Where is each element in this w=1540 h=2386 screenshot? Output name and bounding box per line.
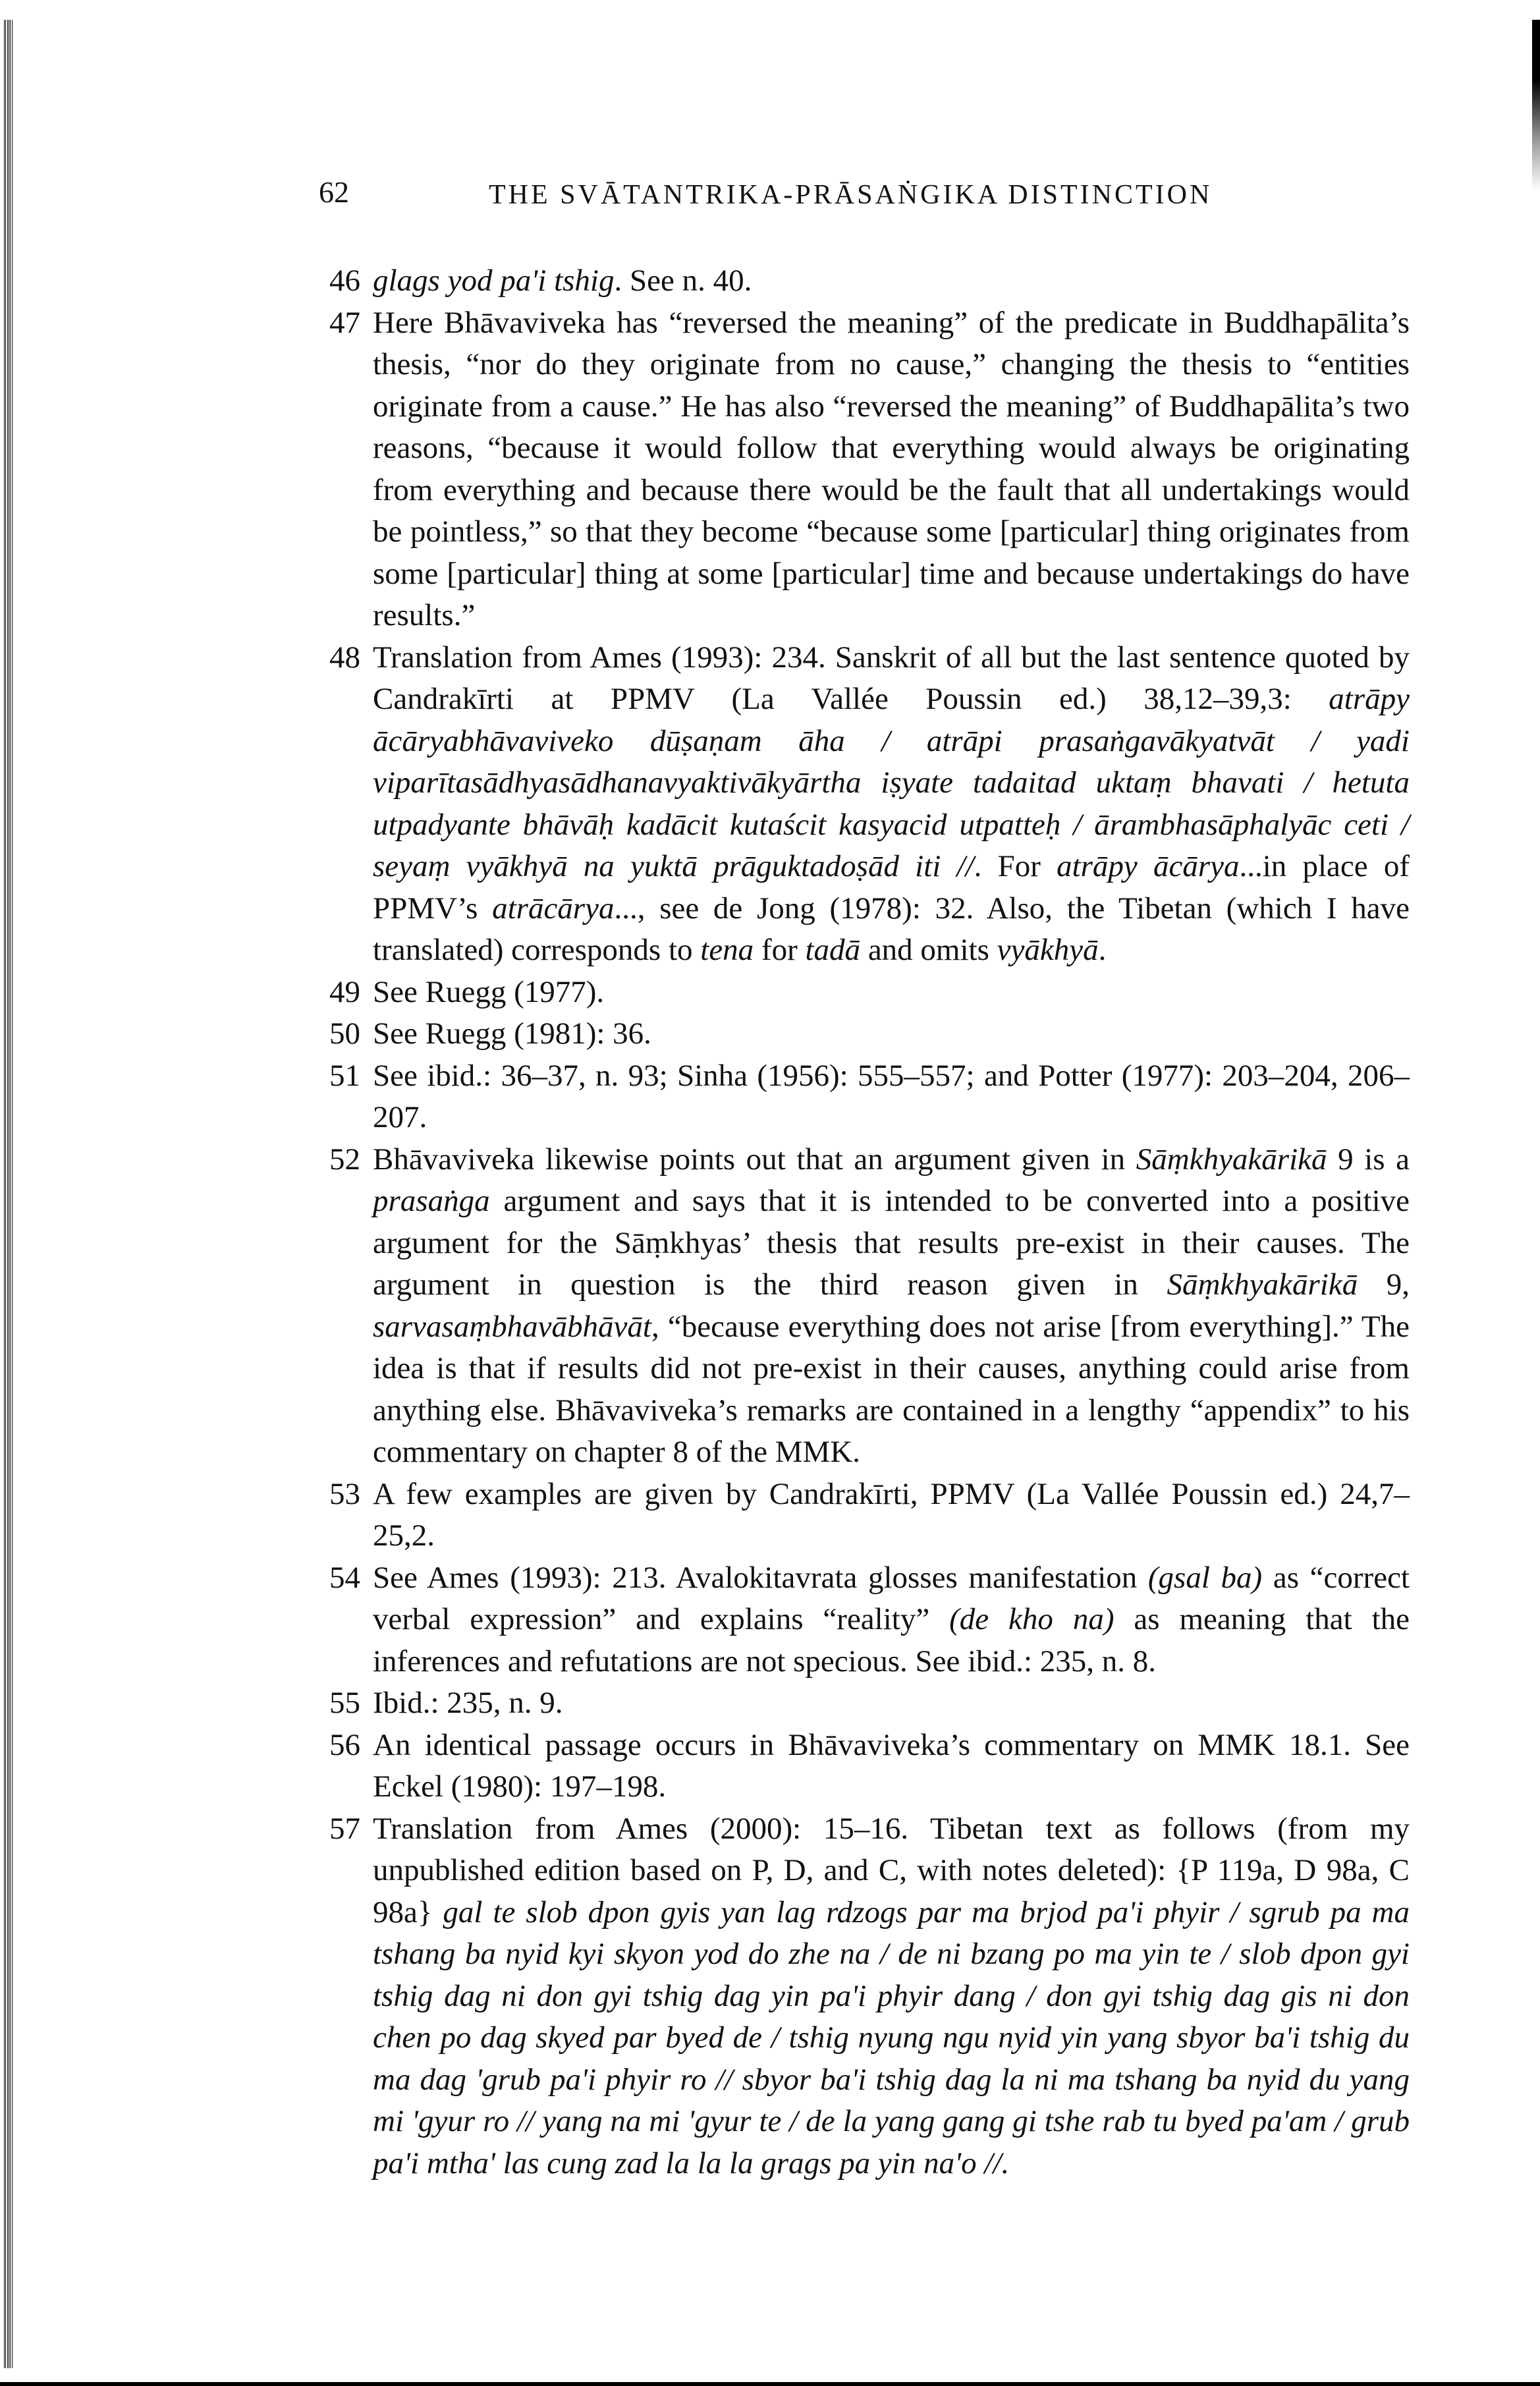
text-segment: Here Bhāvaviveka has “reversed the meaning” of the predicate in Buddhapālita’s thesis, “nor do they originate from no cause,” changing the thesis to “entities originate from a cause.” He has also “reversed the meaning” of Buddhapālita’s two reasons, “because it would follow that everything would always be originating from everything and because there would be the fault that all undertakings would be pointless,” so that they become “because some [particular] thing originates from some [particular] thing at some [particular] time and because undertakings do have results.” bbox=[373, 305, 1410, 632]
running-head bbox=[319, 173, 1307, 212]
text-segment: as “correct verbal expression” and explains “reality” bbox=[373, 1560, 1410, 1636]
endnote bbox=[329, 260, 1410, 302]
endnote bbox=[329, 1474, 1410, 1557]
text-segment: 9 is a bbox=[1327, 1142, 1410, 1177]
italic-segment: sarvasaṃbhavābhāvāt bbox=[373, 1309, 651, 1344]
endnote-text bbox=[373, 1016, 651, 1051]
text-segment: Translation from Ames (1993): 234. Sanskrit of all but the last sentence quoted by Candrakīrti at PPMV (La Vallée Poussin ed.) 38,12–39,3: bbox=[373, 640, 1410, 716]
text-segment: Translation from Ames (2000): 15–16. Tibetan text as follows (from my unpublished edition based on P, D, and C, with notes deleted): {P 119a, D 98a, C 98a} bbox=[373, 1811, 1410, 1929]
endnote-number: 54 bbox=[329, 1560, 360, 1595]
endnote bbox=[329, 1725, 1410, 1808]
text-segment: See ibid.: 36–37, n. 93; Sinha (1956): 555–557; and Potter (1977): 203–204, 206–207. bbox=[373, 1058, 1410, 1134]
endnote-number: 50 bbox=[329, 1016, 360, 1051]
text-segment: . For bbox=[974, 849, 1057, 883]
endnote-number: 52 bbox=[329, 1142, 360, 1177]
italic-segment: Sāṃkhyakārikā bbox=[1167, 1267, 1358, 1302]
endnote-number: 48 bbox=[329, 640, 360, 675]
endnote-text bbox=[373, 1561, 1410, 1679]
scan-bottom-border bbox=[0, 2382, 1540, 2386]
endnote-text bbox=[373, 264, 752, 298]
endnote-number: 56 bbox=[329, 1727, 360, 1762]
text-segment: See Ruegg (1977). bbox=[373, 974, 605, 1009]
italic-segment: tena bbox=[700, 933, 754, 967]
endnote bbox=[329, 1808, 1410, 2185]
endnote-text bbox=[373, 1686, 563, 1720]
endnotes-list bbox=[329, 260, 1410, 2184]
endnote-number: 46 bbox=[329, 264, 360, 298]
endnote-number: 51 bbox=[329, 1058, 360, 1093]
italic-segment: glags yod pa'i tshig bbox=[373, 264, 615, 298]
italic-segment: vyākhyā bbox=[997, 933, 1099, 967]
text-segment: 9, bbox=[1358, 1267, 1410, 1302]
italic-segment: (gsal ba) bbox=[1147, 1560, 1263, 1595]
endnote bbox=[329, 637, 1410, 972]
endnote-number: 47 bbox=[329, 305, 360, 340]
italic-segment: tadā bbox=[805, 933, 861, 967]
italic-segment: prasaṅga bbox=[373, 1184, 490, 1218]
text-segment: Bhāvaviveka likewise points out that an argument given in bbox=[373, 1142, 1136, 1177]
endnote bbox=[329, 1139, 1410, 1474]
endnote-text bbox=[373, 975, 604, 1009]
text-segment: for bbox=[754, 933, 806, 967]
running-title: THE SVĀTANTRIKA-PRĀSAṄGIKA DISTINCTION bbox=[489, 180, 1213, 210]
italic-segment: atrāpy ācāryabhāvaviveko dūṣaṇam āha / atrāpi prasaṅgavākyatvāt / yadi viparītasādhyasādhanavyaktivākyārtha iṣyate tadaitad uktaṃ bhavati / hetuta utpadyante bhāvāḥ kadācit kutaścit kasyacid utpatteḥ / ārambhasāphalyāc ceti / seyaṃ vyākhyā na yuktā prāguktadoṣād iti // bbox=[373, 682, 1410, 883]
text-segment: Ibid.: 235, n. 9. bbox=[373, 1686, 563, 1720]
endnote-text bbox=[373, 1812, 1410, 2180]
endnote bbox=[329, 1557, 1410, 1683]
endnote-text bbox=[373, 1477, 1410, 1553]
text-segment: ..., see de Jong (1978): 32. Also, the Tibetan (which I have translated) corresponds to bbox=[373, 891, 1410, 967]
page-number: 62 bbox=[319, 175, 349, 209]
endnote bbox=[329, 302, 1410, 637]
italic-segment: atrācārya bbox=[492, 891, 615, 926]
endnote bbox=[329, 1682, 1410, 1725]
text-segment: See Ames (1993): 213. Avalokitavrata glosses manifestation bbox=[373, 1560, 1148, 1595]
endnote-text bbox=[373, 640, 1410, 968]
endnote bbox=[329, 1013, 1410, 1055]
text-segment: , “because everything does not arise [from everything].” The idea is that if results did not pre-exist in their causes, anything could arise from anything else. Bhāvaviveka’s remarks are contained in a lengthy “appendix” to his commentary on chapter 8 of the MMK. bbox=[373, 1309, 1410, 1469]
endnote-text bbox=[373, 306, 1410, 633]
endnote-text bbox=[373, 1059, 1410, 1135]
endnote-number: 55 bbox=[329, 1686, 360, 1720]
text-segment: An identical passage occurs in Bhāvaviveka’s commentary on MMK 18.1. See Eckel (1980): 197–198. bbox=[373, 1727, 1410, 1804]
endnote bbox=[329, 1055, 1410, 1139]
text-segment: . See n. 40. bbox=[614, 264, 752, 298]
endnote-text bbox=[373, 1728, 1410, 1804]
text-segment: . bbox=[1098, 933, 1107, 967]
italic-segment: (de kho na) bbox=[949, 1602, 1114, 1636]
endnote bbox=[329, 972, 1410, 1014]
endnote-number: 49 bbox=[329, 974, 360, 1009]
scan-edge-shadow bbox=[1532, 20, 1540, 191]
italic-segment: Sāṃkhyakārikā bbox=[1136, 1142, 1327, 1177]
text-segment: argument and says that it is intended to be converted into a positive argument for the Sāṃkhyas’ thesis that results pre-exist in their causes. The argument in question is the third reason given in bbox=[373, 1184, 1410, 1302]
text-segment: ...in place of PPMV’s bbox=[373, 849, 1410, 926]
endnote-text bbox=[373, 1142, 1410, 1470]
endnote-number: 57 bbox=[329, 1811, 360, 1846]
text-segment: See Ruegg (1981): 36. bbox=[373, 1016, 651, 1051]
scan-binding-edge bbox=[4, 20, 13, 2368]
text-segment: A few examples are given by Candrakīrti, PPMV (La Vallée Poussin ed.) 24,7–25,2. bbox=[373, 1476, 1410, 1553]
italic-segment: atrāpy ācārya bbox=[1057, 849, 1240, 883]
text-segment: as meaning that the inferences and refutations are not specious. See ibid.: 235, n. 8. bbox=[373, 1602, 1410, 1679]
text-segment: and omits bbox=[860, 933, 997, 967]
endnote-number: 53 bbox=[329, 1476, 360, 1511]
italic-segment: gal te slob dpon gyis yan lag rdzogs par ma brjod pa'i phyir / sgrub pa ma tshang ba nyid kyi skyon yod do zhe na / de ni bzang po ma yin te / slob dpon gyi tshig dag ni don gyi tshig dag yin pa'i phyir dang / don gyi tshig dag gis ni don chen po dag skyed par byed de / tshig nyung ngu nyid yin yang sbyor ba'i tshig du ma dag 'grub pa'i phyir ro // sbyor ba'i tshig dag la ni ma tshang ba nyid du yang mi 'gyur ro // yang na mi 'gyur te / de la yang gang gi tshe rab tu byed pa'am / grub pa'i mtha' las cung zad la la la grags pa yin na'o //. bbox=[373, 1895, 1410, 2180]
